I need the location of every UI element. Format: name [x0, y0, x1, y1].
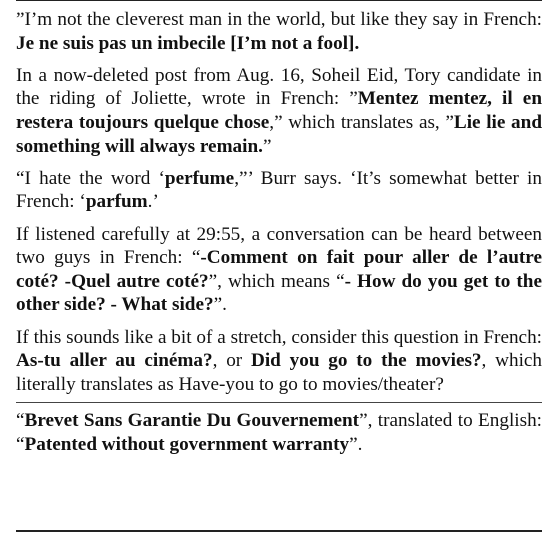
section-divider	[16, 402, 542, 403]
highlighted-phrase: Mentez mentez, il en restera toujours quelque chose	[16, 88, 542, 133]
top-rule	[16, 0, 542, 1]
body-text: ”, translated to English: “	[16, 410, 543, 455]
body-text: , or	[212, 350, 251, 372]
examples-table	[16, 0, 542, 532]
body-text: If this sounds like a bit of a stretch, consider this question in French:	[16, 326, 542, 348]
body-text: In a now-deleted post from Aug. 16, Soheil Eid, Tory candidate in the riding of Joliette, wrote in French: ”	[16, 64, 542, 110]
example-paragraph	[16, 64, 542, 158]
highlighted-phrase: Je ne suis pas un imbecile [I’m not a fool].	[16, 32, 360, 54]
highlighted-phrase: - How do you get to the other side? - What side?	[16, 270, 542, 316]
example-paragraph	[16, 223, 542, 317]
body-text: .’	[147, 191, 159, 213]
body-text: ”.	[213, 294, 227, 316]
highlighted-phrase: As-tu aller au cinéma?	[16, 350, 213, 372]
body-text: ”I’m not the cleverest man in the world, but like they say in French:	[16, 9, 542, 30]
example-paragraph	[16, 326, 542, 397]
examples-list	[16, 8, 542, 456]
highlighted-phrase: Patented without government warranty	[24, 433, 350, 455]
body-text: “I hate the word ‘	[16, 167, 165, 189]
body-text: ”	[262, 135, 272, 157]
body-text: If listened carefully at 29:55, a conversation can be heard between two guys in French: “	[16, 223, 542, 269]
body-text: ”.	[349, 433, 363, 455]
highlighted-phrase: perfume	[164, 167, 235, 189]
highlighted-phrase: Lie lie and something will always remain.	[16, 111, 542, 157]
body-text: ,” which translates as, ”	[269, 111, 454, 133]
highlighted-phrase: Brevet Sans Garantie Du Gouvernement	[24, 410, 360, 432]
example-paragraph	[16, 8, 542, 55]
body-text: “	[16, 410, 25, 432]
body-text: ,”’ Burr says. ‘It’s somewhat better in French: ‘	[16, 167, 542, 213]
example-paragraph	[16, 167, 542, 214]
highlighted-phrase: -Comment on fait pour aller de l’autre coté? -Quel autre coté?	[16, 247, 542, 292]
highlighted-phrase: parfum	[85, 191, 148, 213]
highlighted-phrase: Did you go to the movies?	[250, 350, 482, 372]
bottom-rule	[16, 530, 542, 532]
example-paragraph	[16, 409, 542, 456]
body-text: ”, which means “	[208, 270, 345, 292]
body-text: , which literally translates as Have-you to go to movies/theater?	[16, 350, 543, 395]
